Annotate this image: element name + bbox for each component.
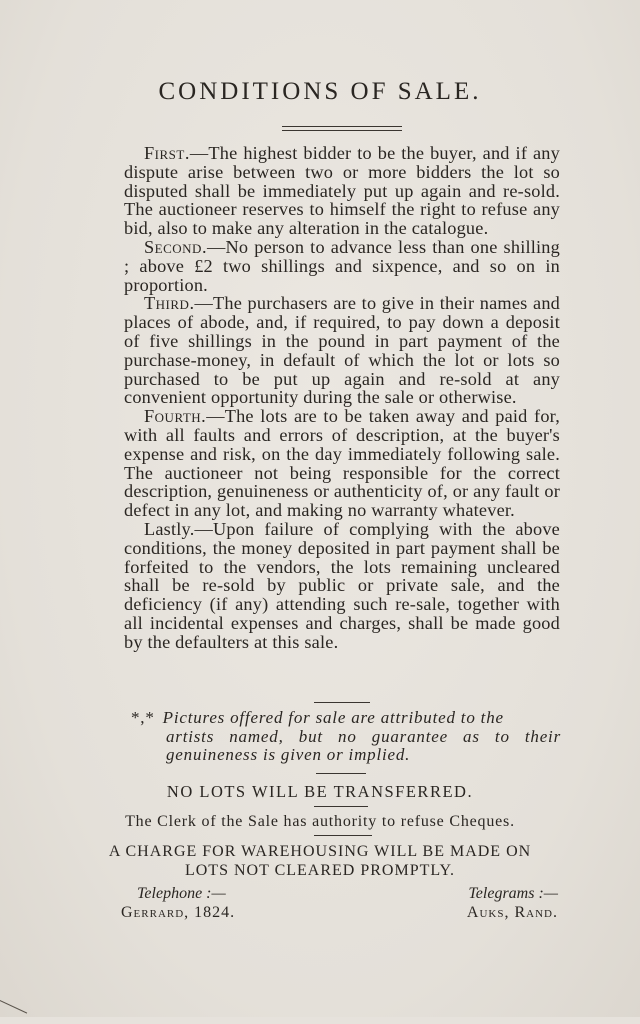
- telephone-label: Telephone :—: [137, 885, 226, 902]
- no-transfer-notice: NO LOTS WILL BE TRANSFERRED.: [166, 782, 474, 801]
- condition-first: [124, 144, 560, 238]
- condition-third-lead: Third.: [144, 293, 195, 314]
- corner-mark: [0, 1000, 27, 1024]
- telegrams-value: Auks, Rand.: [466, 904, 558, 921]
- note-line-2: artists named, but no guarantee as to their genuineness is given or implied.: [166, 726, 561, 764]
- condition-fourth-lead: Fourth.: [144, 406, 207, 427]
- condition-third-text: —The purchasers are to give in their names and places of abode, and, if required, to pay down a deposit of five shillings in the pound in part payment of the purchase-money, in default of which the lot or lots so purchased to be put up again and re-sold at any convenient opportunity during the sale or otherwise.: [124, 293, 560, 408]
- condition-lastly: Lastly.—Upon failure of complying with the above conditions, the money deposited in part payment shall be forfeited to the vendors, the lots remaining uncleared shall be re-sold by public or private sale, and the deficiency (if any) attending such re-sale, together with all incidental expenses and charges, shall be made good by the defaulters at this sale.: [124, 518, 560, 652]
- note-line-1: Pictures offered for sale are attributed to the: [162, 708, 504, 727]
- condition-second-text: —No person to advance less than one shilling ; above £2 two shillings and sixpence, and so on in proportion.: [124, 236, 560, 295]
- condition-third: [124, 294, 560, 407]
- charge-notice: [0, 842, 640, 880]
- title-rule-bottom: [282, 130, 402, 131]
- condition-second-lead: Second.: [144, 236, 208, 257]
- telegrams-label: Telegrams :—: [468, 885, 558, 902]
- page-title: CONDITIONS OF SALE.: [158, 78, 482, 105]
- charge-line-1: A CHARGE FOR WAREHOUSING WILL BE MADE ON: [108, 843, 532, 860]
- note-rule-bottom: [316, 773, 366, 774]
- telegrams-block: [467, 884, 558, 922]
- note-rule: [314, 702, 370, 703]
- condition-second: [124, 238, 560, 294]
- condition-first-lead: First.: [144, 143, 190, 163]
- condition-fourth: [124, 407, 560, 520]
- clerk-notice: The Clerk of the Sale has authority to refuse Cheques.: [125, 813, 515, 830]
- title-rule-top: [282, 126, 402, 127]
- telephone-value: Gerrard, 1824.: [121, 904, 236, 921]
- charge-line-2: LOTS NOT CLEARED PROMPTLY.: [184, 862, 456, 879]
- attribution-note: [131, 709, 561, 765]
- condition-first-text: —The highest bidder to be the buyer, and if any dispute arise between two or more bidders the lot so disputed shall be immediately put up again and re-sold. The auctioneer reserves to himself the right to refuse any bid, also to make any alteration in the catalogue.: [124, 143, 560, 239]
- asterism-icon: *,*: [131, 708, 155, 727]
- transfer-rule: [314, 806, 368, 807]
- telephone-block: [121, 884, 235, 922]
- clerk-rule: [314, 835, 372, 836]
- conditions-body: [124, 144, 560, 652]
- condition-fourth-text: —The lots are to be taken away and paid for, with all faults and errors of description, at the buyer's expense and risk, on the day immediately following sale. The auctioneer not being responsible for the correct description, genuineness or authenticity of, or any fault or defect in any lot, and making no warranty whatever.: [124, 406, 560, 521]
